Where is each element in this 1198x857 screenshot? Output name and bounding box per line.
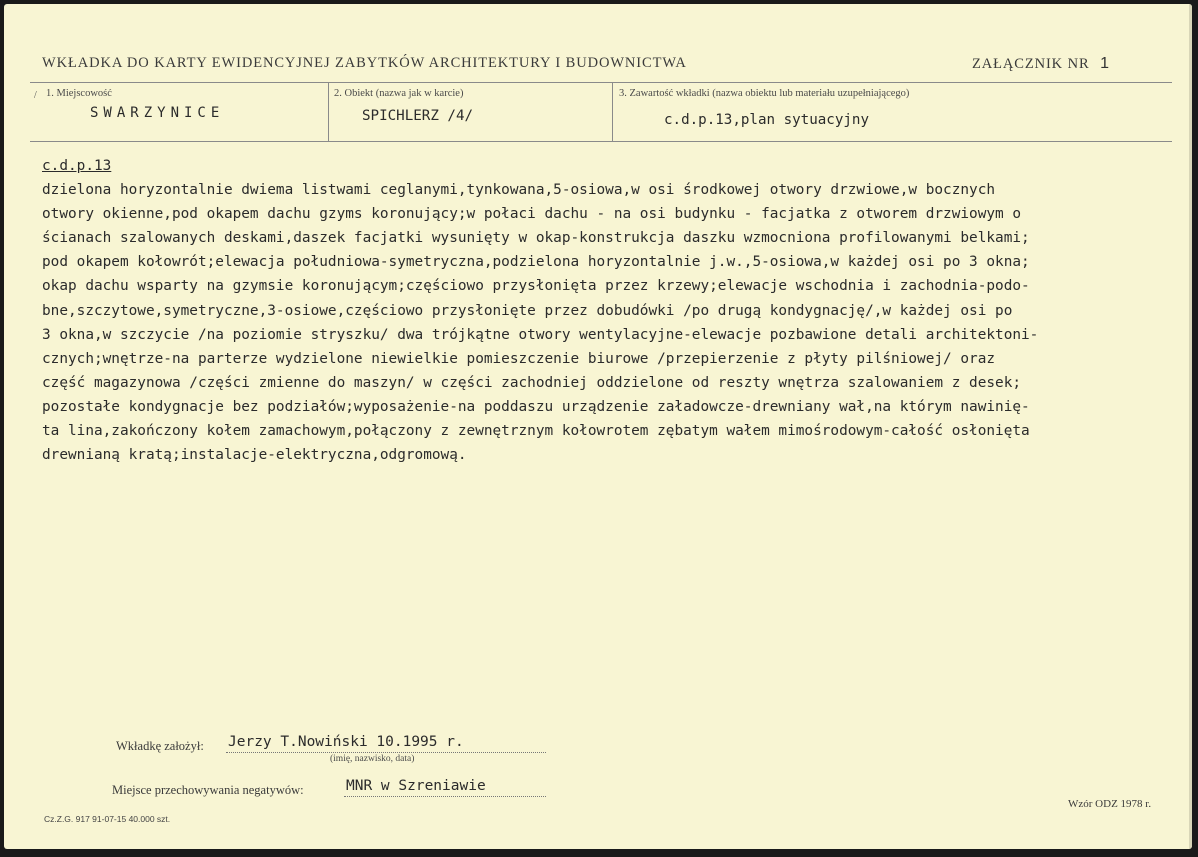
description-line: otwory okienne,pod okapem dachu gzyms koronujący;w połaci dachu - na osi budynku - facjatka z otworem drzwiowym o: [42, 206, 1022, 223]
negatives-label: Miejsce przechowywania negatywów:: [112, 783, 304, 797]
author-label: Wkładkę założył:: [116, 739, 204, 753]
description-line: 3 okna,w szczycie /na poziomie stryszku/ dwa trójkątne otwory wentylacyjne-elewacje pozbawione detali architektoni-: [42, 326, 1039, 343]
description-heading: c.d.p.13: [42, 158, 112, 174]
locality-value: SWARZYNICE: [90, 105, 225, 121]
print-code: Cz.Z.G. 917 91-07-15 40.000 szt.: [44, 814, 171, 824]
attachment-value: 1: [1100, 55, 1110, 72]
contents-label: 3. Zawartość wkładki (nazwa obiektu lub materiału uzupełniającego): [619, 88, 910, 99]
contents-value: c.d.p.13,plan sytuacyjny: [664, 112, 869, 128]
form-pattern: Wzór ODZ 1978 r.: [1068, 798, 1152, 810]
description-line: pozostałe kondygnacje bez podziałów;wyposażenie-na poddaszu urządzenie załadowcze-drewniany wał,na którym nawinię-: [42, 398, 1030, 415]
card-edge: [1189, 4, 1192, 849]
description-line: dzielona horyzontalnie dwiema listwami ceglanymi,tynkowana,5-osiowa,w osi środkowej otwory drzwiowe,w bocznych: [42, 182, 996, 199]
object-value: SPICHLERZ /4/: [362, 108, 474, 124]
author-hint: (imię, nazwisko, data): [330, 754, 415, 764]
header-divider: [30, 82, 1172, 83]
negatives-value: MNR w Szreniawie: [346, 778, 486, 794]
description-line: pod okapem kołowrót;elewacja południowa-symetryczna,podzielona horyzontalnie j.w.,5-osiowa,w każdej osi po 3 okna;: [42, 254, 1030, 271]
locality-label: 1. Miejscowość: [46, 88, 112, 99]
field-divider-2: [612, 83, 613, 141]
author-dotted-line: [226, 752, 546, 753]
record-card: [4, 4, 1192, 849]
description-line: drewnianą kratą;instalacje-elektryczna,odgromową.: [42, 447, 467, 464]
description-line: część magazynowa /części zmienne do maszyn/ w części zachodniej oddzielone od reszty wnętrza szalowaniem z desek;: [42, 374, 1022, 391]
margin-tick: /: [34, 90, 37, 101]
negatives-dotted-line: [344, 796, 546, 797]
attachment-number: [972, 55, 1110, 73]
description-line: bne,szczytowe,symetryczne,3-osiowe,częściowo przysłonięte przez dobudówki /po drugą kondygnację/,w każdej osi po: [42, 302, 1013, 319]
description-line: cznych;wnętrze-na parterze wydzielone niewielkie pomieszczenie biurowe /przepierzenie z płyty pilśniowej/ oraz: [42, 350, 996, 367]
object-label: 2. Obiekt (nazwa jak w karcie): [334, 88, 464, 99]
description-line: ścianach szalowanych deskami,daszek facjatki wysunięty w okap-konstrukcja daszku wzmocniona profilowanymi belkami;: [42, 230, 1030, 247]
description-text: [42, 154, 1038, 467]
attachment-label: ZAŁĄCZNIK NR: [972, 56, 1090, 72]
field-divider-1: [328, 83, 329, 141]
author-value: Jerzy T.Nowiński 10.1995 r.: [228, 734, 464, 750]
fields-bottom-divider: [30, 141, 1172, 142]
form-title: WKŁADKA DO KARTY EWIDENCYJNEJ ZABYTKÓW ARCHITEKTURY I BUDOWNICTWA: [42, 55, 687, 71]
description-line: okap dachu wsparty na gzymsie koronującym;częściowo przysłonięta przez krzewy;elewacje wschodnia i zachodnia-podo-: [42, 278, 1030, 295]
description-line: ta lina,zakończony kołem zamachowym,połączony z zewnętrznym kołowrotem zębatym wałem mimośrodowym-całość osłonięta: [42, 423, 1030, 440]
